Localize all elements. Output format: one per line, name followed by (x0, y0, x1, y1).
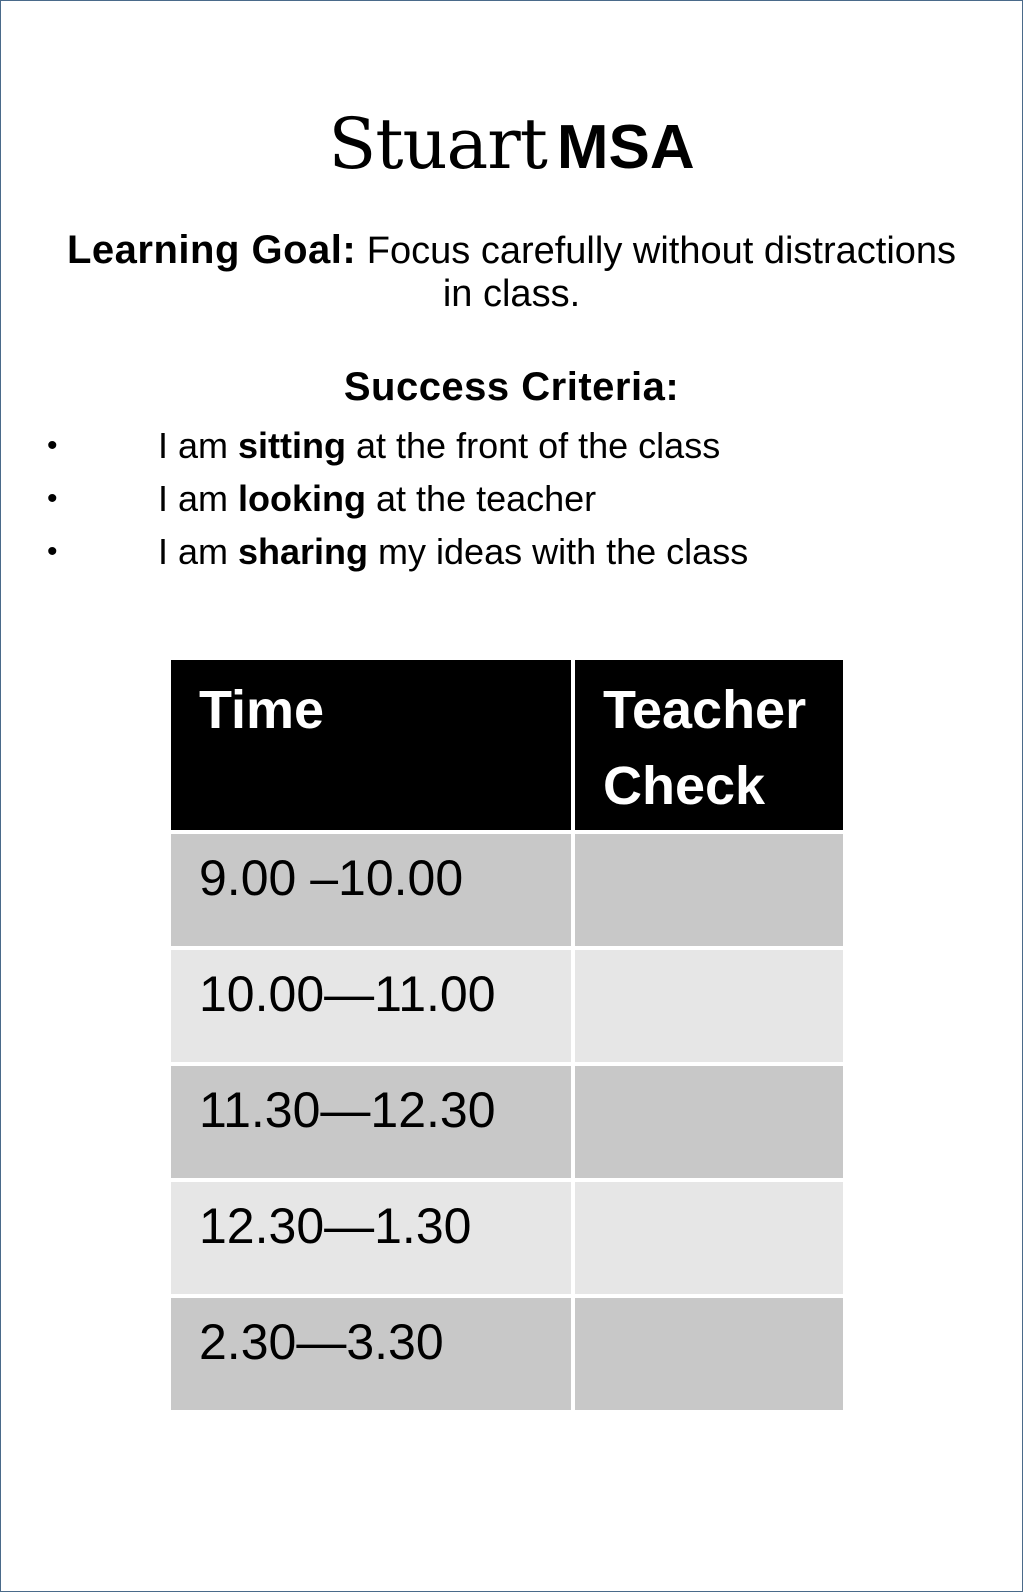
title-name: Stuart (328, 103, 547, 185)
table-row (171, 1066, 843, 1182)
table-header-row (171, 660, 843, 834)
time-cell: 2.30—3.30 (171, 1298, 575, 1410)
learning-goal (61, 229, 962, 316)
bullet-icon: • (47, 482, 58, 515)
time-cell: 10.00—11.00 (171, 950, 575, 1066)
criteria-item-text: I am sitting at the front of the class (158, 425, 721, 466)
learning-goal-label: Learning Goal: (66, 228, 357, 272)
bullet-icon: • (47, 429, 58, 462)
criteria-keyword: looking (238, 478, 367, 519)
criteria-keyword: sitting (238, 425, 346, 466)
column-header-teacher-check: Teacher Check (575, 660, 843, 834)
success-criteria-heading: Success Criteria: (343, 365, 680, 409)
time-cell: 12.30—1.30 (171, 1182, 575, 1298)
teacher-check-cell[interactable] (575, 834, 843, 950)
title-brand: MSA (556, 113, 695, 182)
column-header-time: Time (171, 660, 575, 834)
table-row (171, 1182, 843, 1298)
teacher-check-cell[interactable] (575, 950, 843, 1066)
learning-goal-text: Focus carefully without distractions in class. (366, 230, 957, 315)
time-cell: 11.30—12.30 (171, 1066, 575, 1182)
page-title (1, 103, 1022, 185)
table-row (171, 950, 843, 1066)
teacher-check-cell[interactable] (575, 1066, 843, 1182)
schedule-table (171, 660, 843, 1410)
teacher-check-cell[interactable] (575, 1182, 843, 1298)
criteria-item-text: I am sharing my ideas with the class (158, 531, 749, 572)
table-row (171, 1298, 843, 1410)
bullet-icon: • (47, 535, 58, 568)
table-row (171, 834, 843, 950)
time-cell: 9.00 –10.00 (171, 834, 575, 950)
criteria-item-text: I am looking at the teacher (158, 478, 597, 519)
criteria-keyword: sharing (238, 531, 369, 572)
teacher-check-cell[interactable] (575, 1298, 843, 1410)
